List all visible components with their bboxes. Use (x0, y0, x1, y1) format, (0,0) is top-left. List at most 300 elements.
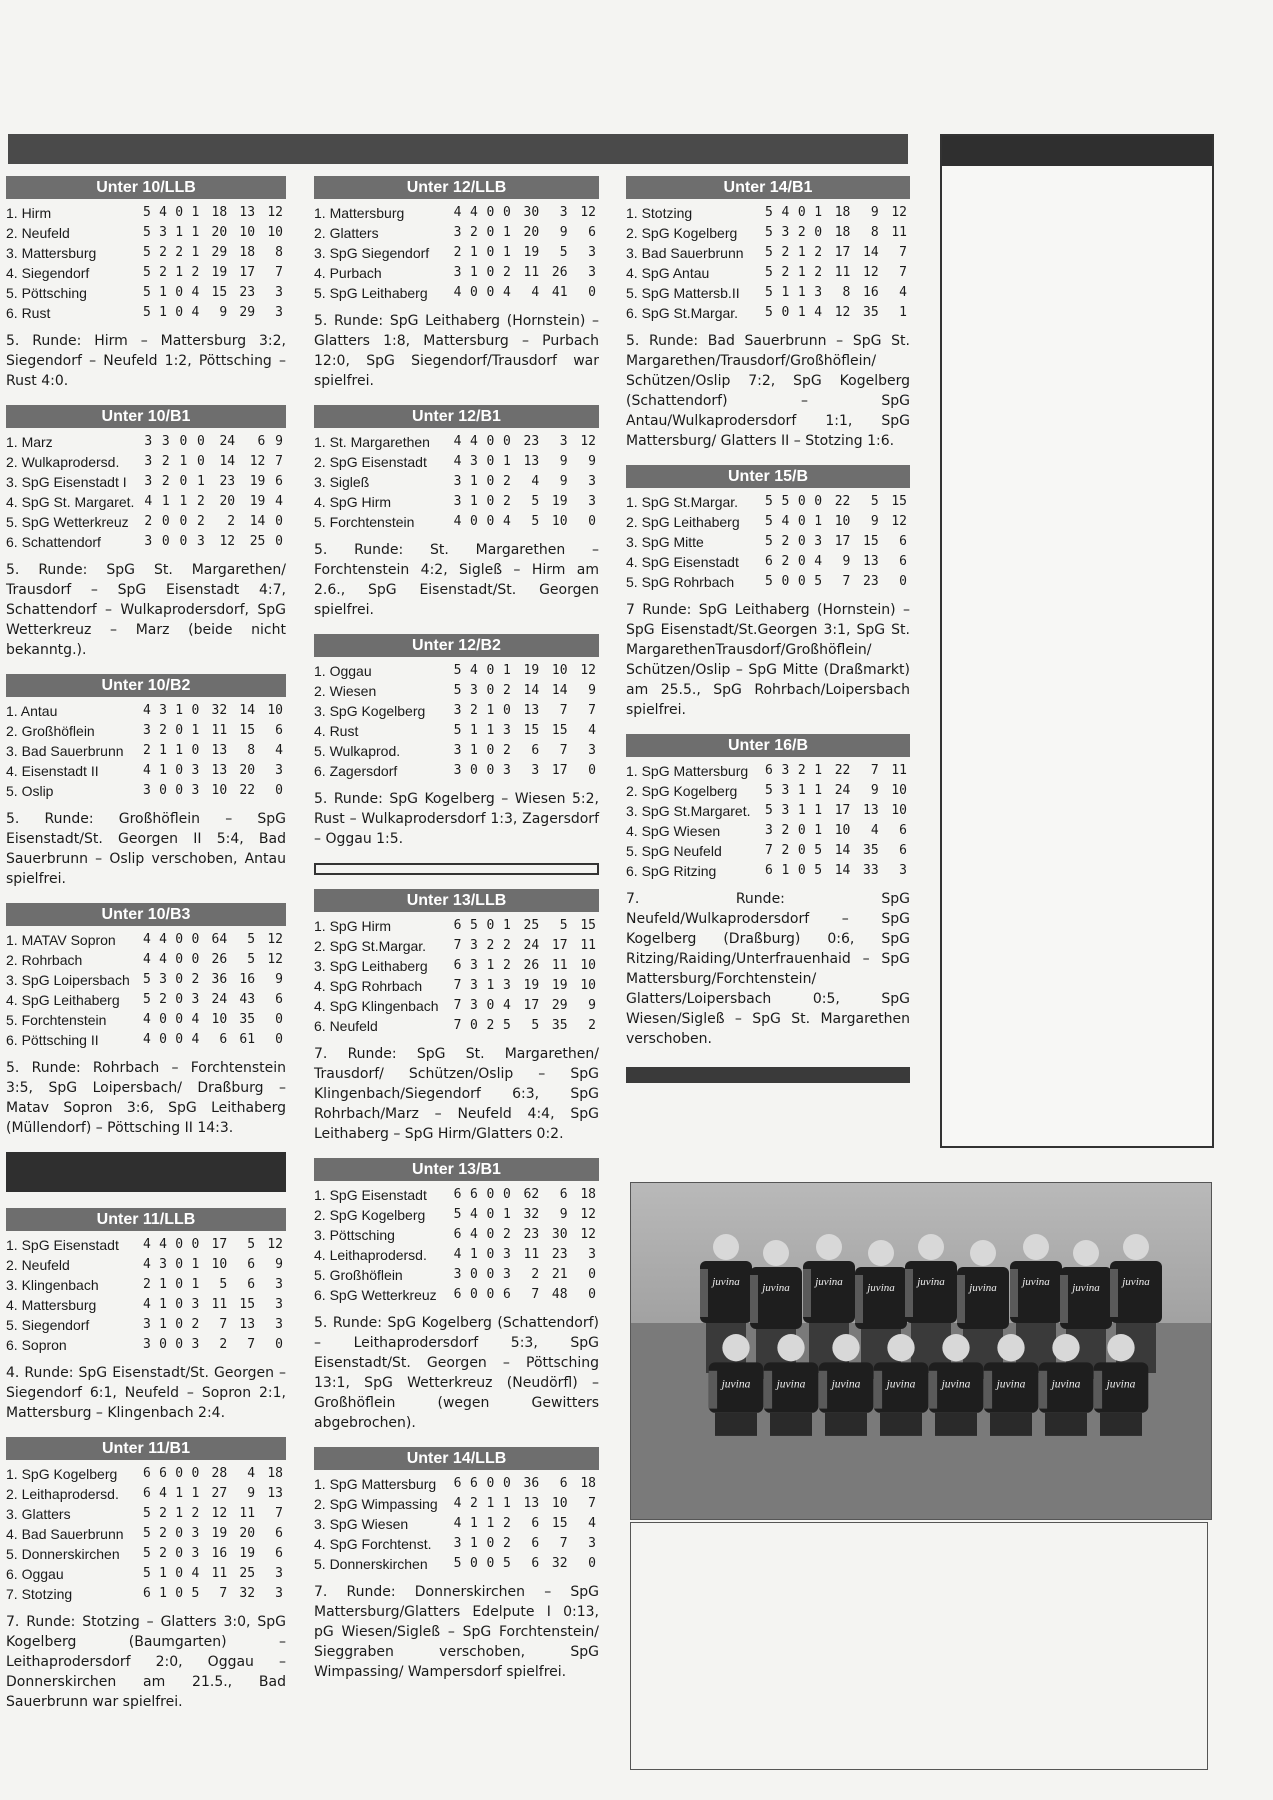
stat-cell: 5 (191, 1586, 200, 1601)
stat-cell: 0 (175, 1297, 184, 1312)
stat-cell: 0 (797, 823, 806, 838)
team-name: 4. Leithaprodersd. (314, 1247, 427, 1263)
stat-cell: 12 (219, 534, 236, 549)
stat-cell: 0 (797, 843, 806, 858)
standings-table (6, 930, 286, 1050)
stat-cell: 11 (211, 723, 228, 738)
stat-cell: 11 (551, 958, 568, 973)
stat-cell: 1 (899, 305, 907, 320)
page-header (8, 62, 1218, 106)
stat-cell: 8 (247, 743, 256, 758)
stat-cell: 4 (453, 434, 462, 449)
stat-cell: 17 (551, 938, 568, 953)
stat-cell: 6 (142, 1466, 151, 1481)
stat-cell: 4 (142, 703, 151, 718)
stat-cell: 3 (502, 1247, 511, 1262)
table-row (6, 472, 286, 492)
stat-cell: 1 (179, 494, 188, 509)
table-row (314, 432, 599, 452)
round-results: 7. Runde: Donnerskirchen – SpG Mattersburg/Glatters Edelpute I 0:13, pG Wiesen/Sigleß – SpG Forchtenstein/ Sieggraben verschoben, SpG Wimpassing/ Wampersdorf spielfrei. (314, 1584, 599, 1680)
team-name: 3. Glatters (6, 1506, 71, 1522)
stat-cell: 4 (159, 932, 167, 947)
stat-cell: 0 (159, 783, 167, 798)
stat-cell: 13 (211, 743, 228, 758)
stat-cell: 32 (551, 1556, 568, 1571)
stat-cell: 15 (863, 534, 879, 549)
league-title: Unter 10/B3 (6, 903, 286, 926)
stat-cell: 4 (453, 1496, 462, 1511)
stat-cell: 2 (142, 1277, 151, 1292)
section-banner (8, 134, 908, 164)
stat-cell: 1 (797, 305, 806, 320)
stat-cell: 2 (781, 823, 790, 838)
table-row (314, 452, 599, 472)
stat-cell: 6 (219, 1032, 228, 1047)
stat-cell: 0 (486, 1476, 495, 1491)
stat-cell: 15 (551, 1516, 568, 1531)
stat-cell: 6 (142, 1486, 151, 1501)
stat-cell: 10 (580, 978, 596, 993)
team-name: 2. Leithaprodersd. (6, 1486, 119, 1502)
photo-caption (630, 1522, 1208, 1770)
stat-cell: 5 (142, 1526, 151, 1541)
stat-cell: 0 (191, 1237, 200, 1252)
standings-table (6, 1235, 286, 1355)
stat-cell: 3 (275, 1317, 283, 1332)
stat-cell: 5 (453, 1556, 462, 1571)
stat-cell: 18 (211, 205, 228, 220)
table-row (6, 1544, 286, 1564)
stat-cell: 1 (486, 958, 495, 973)
standings-table (6, 432, 286, 552)
stat-cell: 5 (781, 494, 790, 509)
stat-cell: 10 (239, 225, 256, 240)
team-name: 4. SpG Eisenstadt (626, 554, 739, 570)
stat-cell: 3 (453, 1267, 462, 1282)
team-name: 4. SpG Leithaberg (6, 992, 120, 1008)
table-row (6, 930, 286, 950)
stat-cell: 3 (144, 474, 153, 489)
stat-cell: 12 (863, 265, 879, 280)
stat-cell: 12 (580, 205, 596, 220)
stat-cell: 6 (899, 823, 907, 838)
table-row (6, 492, 286, 512)
stat-cell: 19 (239, 1546, 256, 1561)
table-row (6, 1564, 286, 1584)
stat-cell: 12 (891, 514, 907, 529)
stat-cell: 9 (247, 1486, 256, 1501)
team-name: 4. Mattersburg (6, 1297, 97, 1313)
stat-cell: 1 (159, 1277, 167, 1292)
stat-cell: 2 (814, 245, 823, 260)
stat-cell: 12 (580, 1227, 596, 1242)
stat-cell: 4 (191, 1032, 200, 1047)
stat-cell: 2 (502, 938, 511, 953)
stat-cell: 4 (144, 494, 153, 509)
stat-cell: 10 (211, 783, 228, 798)
league-section (6, 1208, 286, 1423)
stat-cell: 0 (470, 1267, 478, 1282)
stat-cell: 0 (175, 1257, 184, 1272)
stat-cell: 2 (453, 245, 462, 260)
stat-cell: 2 (159, 723, 167, 738)
stat-cell: 5 (453, 683, 462, 698)
stat-cell: 0 (486, 1536, 495, 1551)
stat-cell: 10 (891, 783, 907, 798)
stat-cell: 0 (486, 1207, 495, 1222)
stat-cell: 7 (453, 998, 462, 1013)
stat-cell: 0 (486, 514, 495, 529)
stat-cell: 1 (502, 1496, 511, 1511)
stat-cell: 0 (486, 434, 495, 449)
team-name: 2. SpG Wimpassing (314, 1496, 438, 1512)
stat-cell: 5 (453, 723, 462, 738)
stat-cell: 5 (142, 285, 151, 300)
stat-cell: 3 (470, 978, 478, 993)
stat-cell: 4 (453, 285, 462, 300)
stat-cell: 1 (814, 763, 823, 778)
stat-cell: 0 (486, 763, 495, 778)
stat-cell: 3 (161, 434, 170, 449)
stat-cell: 0 (175, 932, 184, 947)
stat-cell: 0 (486, 1287, 495, 1302)
team-name: 4. Bad Sauerbrunn (6, 1526, 124, 1542)
stat-cell: 1 (159, 743, 167, 758)
stat-cell: 9 (842, 554, 851, 569)
stat-cell: 12 (580, 1207, 596, 1222)
stat-cell: 22 (239, 783, 256, 798)
stat-cell: 0 (470, 763, 478, 778)
stat-cell: 6 (275, 723, 283, 738)
stat-cell: 5 (870, 494, 879, 509)
stat-cell: 0 (275, 1032, 283, 1047)
stat-cell: 0 (502, 1187, 511, 1202)
stat-cell: 3 (159, 225, 167, 240)
team-name: 1. Oggau (314, 663, 372, 679)
table-row (314, 721, 599, 741)
stat-cell: 25 (523, 918, 540, 933)
team-name: 6. Zagersdorf (314, 763, 398, 779)
stat-cell: 0 (486, 285, 495, 300)
stat-cell: 6 (453, 1287, 462, 1302)
stat-cell: 0 (191, 703, 200, 718)
team-name: 5. Forchtenstein (6, 1012, 107, 1028)
stat-cell: 4 (142, 1012, 151, 1027)
table-row (6, 532, 286, 552)
stat-cell: 7 (559, 703, 568, 718)
round-results: 5. Runde: SpG St. Margarethen/ Trausdorf – SpG Eisenstadt 4:7, Schattendorf – Wulkaprodersdorf, SpG Wetterkreuz – Marz (beide nicht bekanntg.). (6, 562, 286, 658)
stat-cell: 2 (502, 494, 511, 509)
stat-cell: 9 (559, 454, 568, 469)
stat-cell: 0 (179, 534, 188, 549)
stat-cell: 3 (191, 1297, 200, 1312)
league-title: Unter 10/LLB (6, 176, 286, 199)
stat-cell: 5 (142, 265, 151, 280)
stat-cell: 3 (142, 723, 151, 738)
table-row (314, 936, 599, 956)
stat-cell: 1 (502, 245, 511, 260)
stat-cell: 5 (814, 863, 823, 878)
league-section (314, 1158, 599, 1433)
team-name: 3. Bad Sauerbrunn (6, 743, 124, 759)
stat-cell: 0 (797, 514, 806, 529)
table-row (6, 263, 286, 283)
stat-cell: 4 (142, 932, 151, 947)
league-title: Unter 12/B1 (314, 405, 599, 428)
svg-text:juvina: juvina (941, 1378, 971, 1391)
stat-cell: 3 (275, 1297, 283, 1312)
stat-cell: 1 (470, 1247, 478, 1262)
stat-cell: 17 (834, 534, 851, 549)
stat-cell: 6 (531, 743, 540, 758)
stat-cell: 1 (470, 494, 478, 509)
stat-cell: 17 (239, 265, 256, 280)
team-name: 4. Siegendorf (6, 265, 90, 281)
team-name: 3. SpG Loipersbach (6, 972, 130, 988)
league-title: Unter 11/LLB (6, 1208, 286, 1231)
stat-cell: 0 (179, 474, 188, 489)
stat-cell: 0 (275, 514, 283, 529)
svg-text:juvina: juvina (762, 1282, 790, 1294)
stat-cell: 14 (249, 514, 266, 529)
stat-cell: 19 (249, 474, 266, 489)
svg-text:juvina: juvina (1106, 1378, 1136, 1391)
table-row (6, 1275, 286, 1295)
team-name: 1. Antau (6, 703, 58, 719)
stat-cell: 6 (559, 1187, 568, 1202)
stat-cell: 7 (531, 1287, 540, 1302)
league-section (314, 1447, 599, 1682)
stat-cell: 5 (814, 843, 823, 858)
stat-cell: 1 (161, 494, 170, 509)
stat-cell: 14 (834, 843, 851, 858)
stat-cell: 12 (834, 305, 851, 320)
stat-cell: 24 (523, 938, 540, 953)
svg-text:juvina: juvina (1122, 1276, 1150, 1288)
stat-cell: 4 (142, 763, 151, 778)
league-title: Unter 11/B1 (6, 1437, 286, 1460)
svg-text:juvina: juvina (969, 1282, 997, 1294)
stat-cell: 0 (470, 1287, 478, 1302)
stat-cell: 2 (219, 1337, 228, 1352)
standings-table (314, 1185, 599, 1305)
table-row (6, 781, 286, 801)
stat-cell: 0 (797, 534, 806, 549)
svg-text:juvina: juvina (1022, 1276, 1050, 1288)
stat-cell: 27 (211, 1486, 228, 1501)
stat-cell: 4 (814, 554, 823, 569)
round-results: 7. Runde: Stotzing – Glatters 3:0, SpG Kogelberg (Baumgarten) – Leithaprodersdorf 2:0, Oggau – Donnerskirchen am 21.5., Bad Sauerbrunn war spielfrei. (6, 1614, 286, 1710)
stat-cell: 4 (142, 1257, 151, 1272)
table-row (626, 841, 910, 861)
stat-cell: 25 (249, 534, 266, 549)
stat-cell: 1 (486, 978, 495, 993)
stat-cell: 12 (891, 205, 907, 220)
stat-cell: 1 (502, 454, 511, 469)
stat-cell: 1 (486, 703, 495, 718)
stat-cell: 4 (899, 285, 907, 300)
table-row (6, 1010, 286, 1030)
league-section (6, 1437, 286, 1712)
stat-cell: 3 (159, 703, 167, 718)
stat-cell: 12 (267, 1237, 283, 1252)
stat-cell: 2 (502, 958, 511, 973)
team-name: 6. Rust (6, 305, 51, 321)
round-results: 5. Runde: Bad Sauerbrunn – SpG St. Margarethen/Trausdorf/Großhöflein/ Schützen/Oslip 7:2, SpG Kogelberg (Schattendorf) – SpG Antau/Wulkaprodersdorf 1:1, SpG Mattersburg/ Glatters II – Stotzing 1:6. (626, 333, 910, 449)
stat-cell: 12 (580, 434, 596, 449)
stat-cell: 19 (211, 1526, 228, 1541)
stat-cell: 6 (588, 225, 596, 240)
league-section (314, 889, 599, 1144)
stat-cell: 18 (834, 205, 851, 220)
stat-cell: 0 (502, 205, 511, 220)
stat-cell: 4 (531, 285, 540, 300)
stat-cell: 5 (765, 494, 773, 509)
stat-cell: 9 (559, 1207, 568, 1222)
table-row (314, 1245, 599, 1265)
team-photo (630, 1182, 1212, 1520)
stat-cell: 3 (144, 534, 153, 549)
stat-cell: 4 (142, 1297, 151, 1312)
stat-cell: 0 (588, 1287, 596, 1302)
team-name: 3. SpG Leithaberg (314, 958, 428, 974)
stat-cell: 14 (834, 863, 851, 878)
stat-cell: 10 (211, 1012, 228, 1027)
stat-cell: 11 (211, 1297, 228, 1312)
stat-cell: 3 (142, 783, 151, 798)
team-name: 2. Wiesen (314, 683, 377, 699)
stat-cell: 0 (588, 1267, 596, 1282)
stat-cell: 4 (870, 823, 879, 838)
stat-cell: 4 (453, 1247, 462, 1262)
round-results: 7. Runde: SpG St. Margarethen/ Trausdorf/ Schützen/Oslip – SpG Klingenbach/Siegendorf 6:3, SpG Rohrbach/Marz – Neufeld 4:4, SpG Leithaberg – SpG Hirm/Glatters 0:2. (314, 1046, 599, 1142)
table-row (6, 1524, 286, 1544)
stat-cell: 7 (899, 245, 907, 260)
stat-cell: 25 (239, 1566, 256, 1581)
team-name: 6. Pöttsching II (6, 1032, 99, 1048)
stat-cell: 5 (453, 663, 462, 678)
stat-cell: 3 (275, 1277, 283, 1292)
stat-cell: 16 (239, 972, 256, 987)
stat-cell: 2 (486, 938, 495, 953)
stat-cell: 20 (239, 763, 256, 778)
team-name: 2. Glatters (314, 225, 379, 241)
league-section (314, 176, 599, 391)
stat-cell: 22 (834, 494, 851, 509)
stat-cell: 36 (211, 972, 228, 987)
stat-cell: 7 (275, 265, 283, 280)
stat-cell: 36 (523, 1476, 540, 1491)
stat-cell: 3 (502, 978, 511, 993)
stat-cell: 0 (159, 1012, 167, 1027)
stat-cell: 28 (211, 1466, 228, 1481)
stat-cell: 2 (191, 1317, 200, 1332)
stat-cell: 0 (486, 1187, 495, 1202)
stat-cell: 2 (470, 1496, 478, 1511)
stat-cell: 6 (470, 1476, 478, 1491)
stat-cell: 24 (211, 992, 228, 1007)
stat-cell: 5 (142, 245, 151, 260)
stat-cell: 5 (814, 574, 823, 589)
stat-cell: 6 (470, 1187, 478, 1202)
team-name: 4. Purbach (314, 265, 382, 281)
stat-cell: 11 (834, 265, 851, 280)
stat-cell: 6 (275, 1526, 283, 1541)
team-name: 4. SpG Hirm (314, 494, 392, 510)
stat-cell: 1 (470, 1536, 478, 1551)
stat-cell: 5 (142, 205, 151, 220)
team-name: 2. SpG Leithaberg (626, 514, 740, 530)
stat-cell: 6 (159, 1466, 167, 1481)
standings-table (314, 916, 599, 1036)
table-row (314, 263, 599, 283)
stat-cell: 10 (551, 514, 568, 529)
stat-cell: 7 (219, 1317, 228, 1332)
stat-cell: 8 (870, 225, 879, 240)
stat-cell: 0 (502, 1476, 511, 1491)
stat-cell: 19 (523, 663, 540, 678)
round-results: 5. Runde: SpG Kogelberg – Wiesen 5:2, Rust – Wulkaprodersdorf 1:3, Zagersdorf – Oggau 1:5. (314, 791, 599, 847)
stat-cell: 30 (523, 205, 540, 220)
stat-cell: 1 (814, 205, 823, 220)
stat-cell: 1 (175, 225, 184, 240)
stat-cell: 5 (142, 225, 151, 240)
table-row (314, 472, 599, 492)
table-row (6, 990, 286, 1010)
team-name: 2. Neufeld (6, 1257, 70, 1273)
stat-cell: 0 (486, 1267, 495, 1282)
team-name: 4. Eisenstadt II (6, 763, 99, 779)
stat-cell: 20 (239, 1526, 256, 1541)
stat-cell: 13 (239, 1317, 256, 1332)
round-results: 7. Runde: SpG Neufeld/Wulkaprodersdorf – SpG Kogelberg (Draßburg) 0:6, SpG Ritzing/Raiding/Unterfrauenhaid – SpG Mattersburg/Forchtenstein/ Glatters/Loipersbach 0:5, SpG Wiesen/Sigleß – SpG St. Margarethen verschoben. (626, 891, 910, 1047)
stat-cell: 5 (765, 285, 773, 300)
table-row (626, 303, 910, 323)
table-row (626, 821, 910, 841)
stat-cell: 19 (523, 978, 540, 993)
stat-cell: 5 (765, 205, 773, 220)
stat-cell: 0 (486, 1227, 495, 1242)
stat-cell: 3 (765, 823, 773, 838)
table-row (314, 1534, 599, 1554)
stat-cell: 9 (275, 434, 283, 449)
stat-cell: 0 (797, 863, 806, 878)
stat-cell: 41 (551, 285, 568, 300)
table-row (314, 1185, 599, 1205)
stat-cell: 2 (159, 265, 167, 280)
table-row (6, 761, 286, 781)
table-row (314, 1016, 599, 1036)
stat-cell: 9 (588, 454, 596, 469)
svg-text:juvina: juvina (867, 1282, 895, 1294)
stat-cell: 0 (486, 663, 495, 678)
stat-cell: 4 (159, 1486, 167, 1501)
svg-text:juvina: juvina (1051, 1378, 1081, 1391)
stat-cell: 4 (470, 205, 478, 220)
stat-cell: 43 (239, 992, 256, 1007)
stat-cell: 26 (523, 958, 540, 973)
stat-cell: 0 (175, 1277, 184, 1292)
stat-cell: 0 (275, 1012, 283, 1027)
stat-cell: 9 (588, 998, 596, 1013)
league-title: Unter 16/B (626, 734, 910, 757)
stat-cell: 5 (142, 1546, 151, 1561)
table-row (6, 1295, 286, 1315)
stat-cell: 17 (834, 803, 851, 818)
stat-cell: 7 (559, 743, 568, 758)
team-name: 4. SpG Forchtenst. (314, 1536, 432, 1552)
stat-cell: 64 (211, 932, 228, 947)
